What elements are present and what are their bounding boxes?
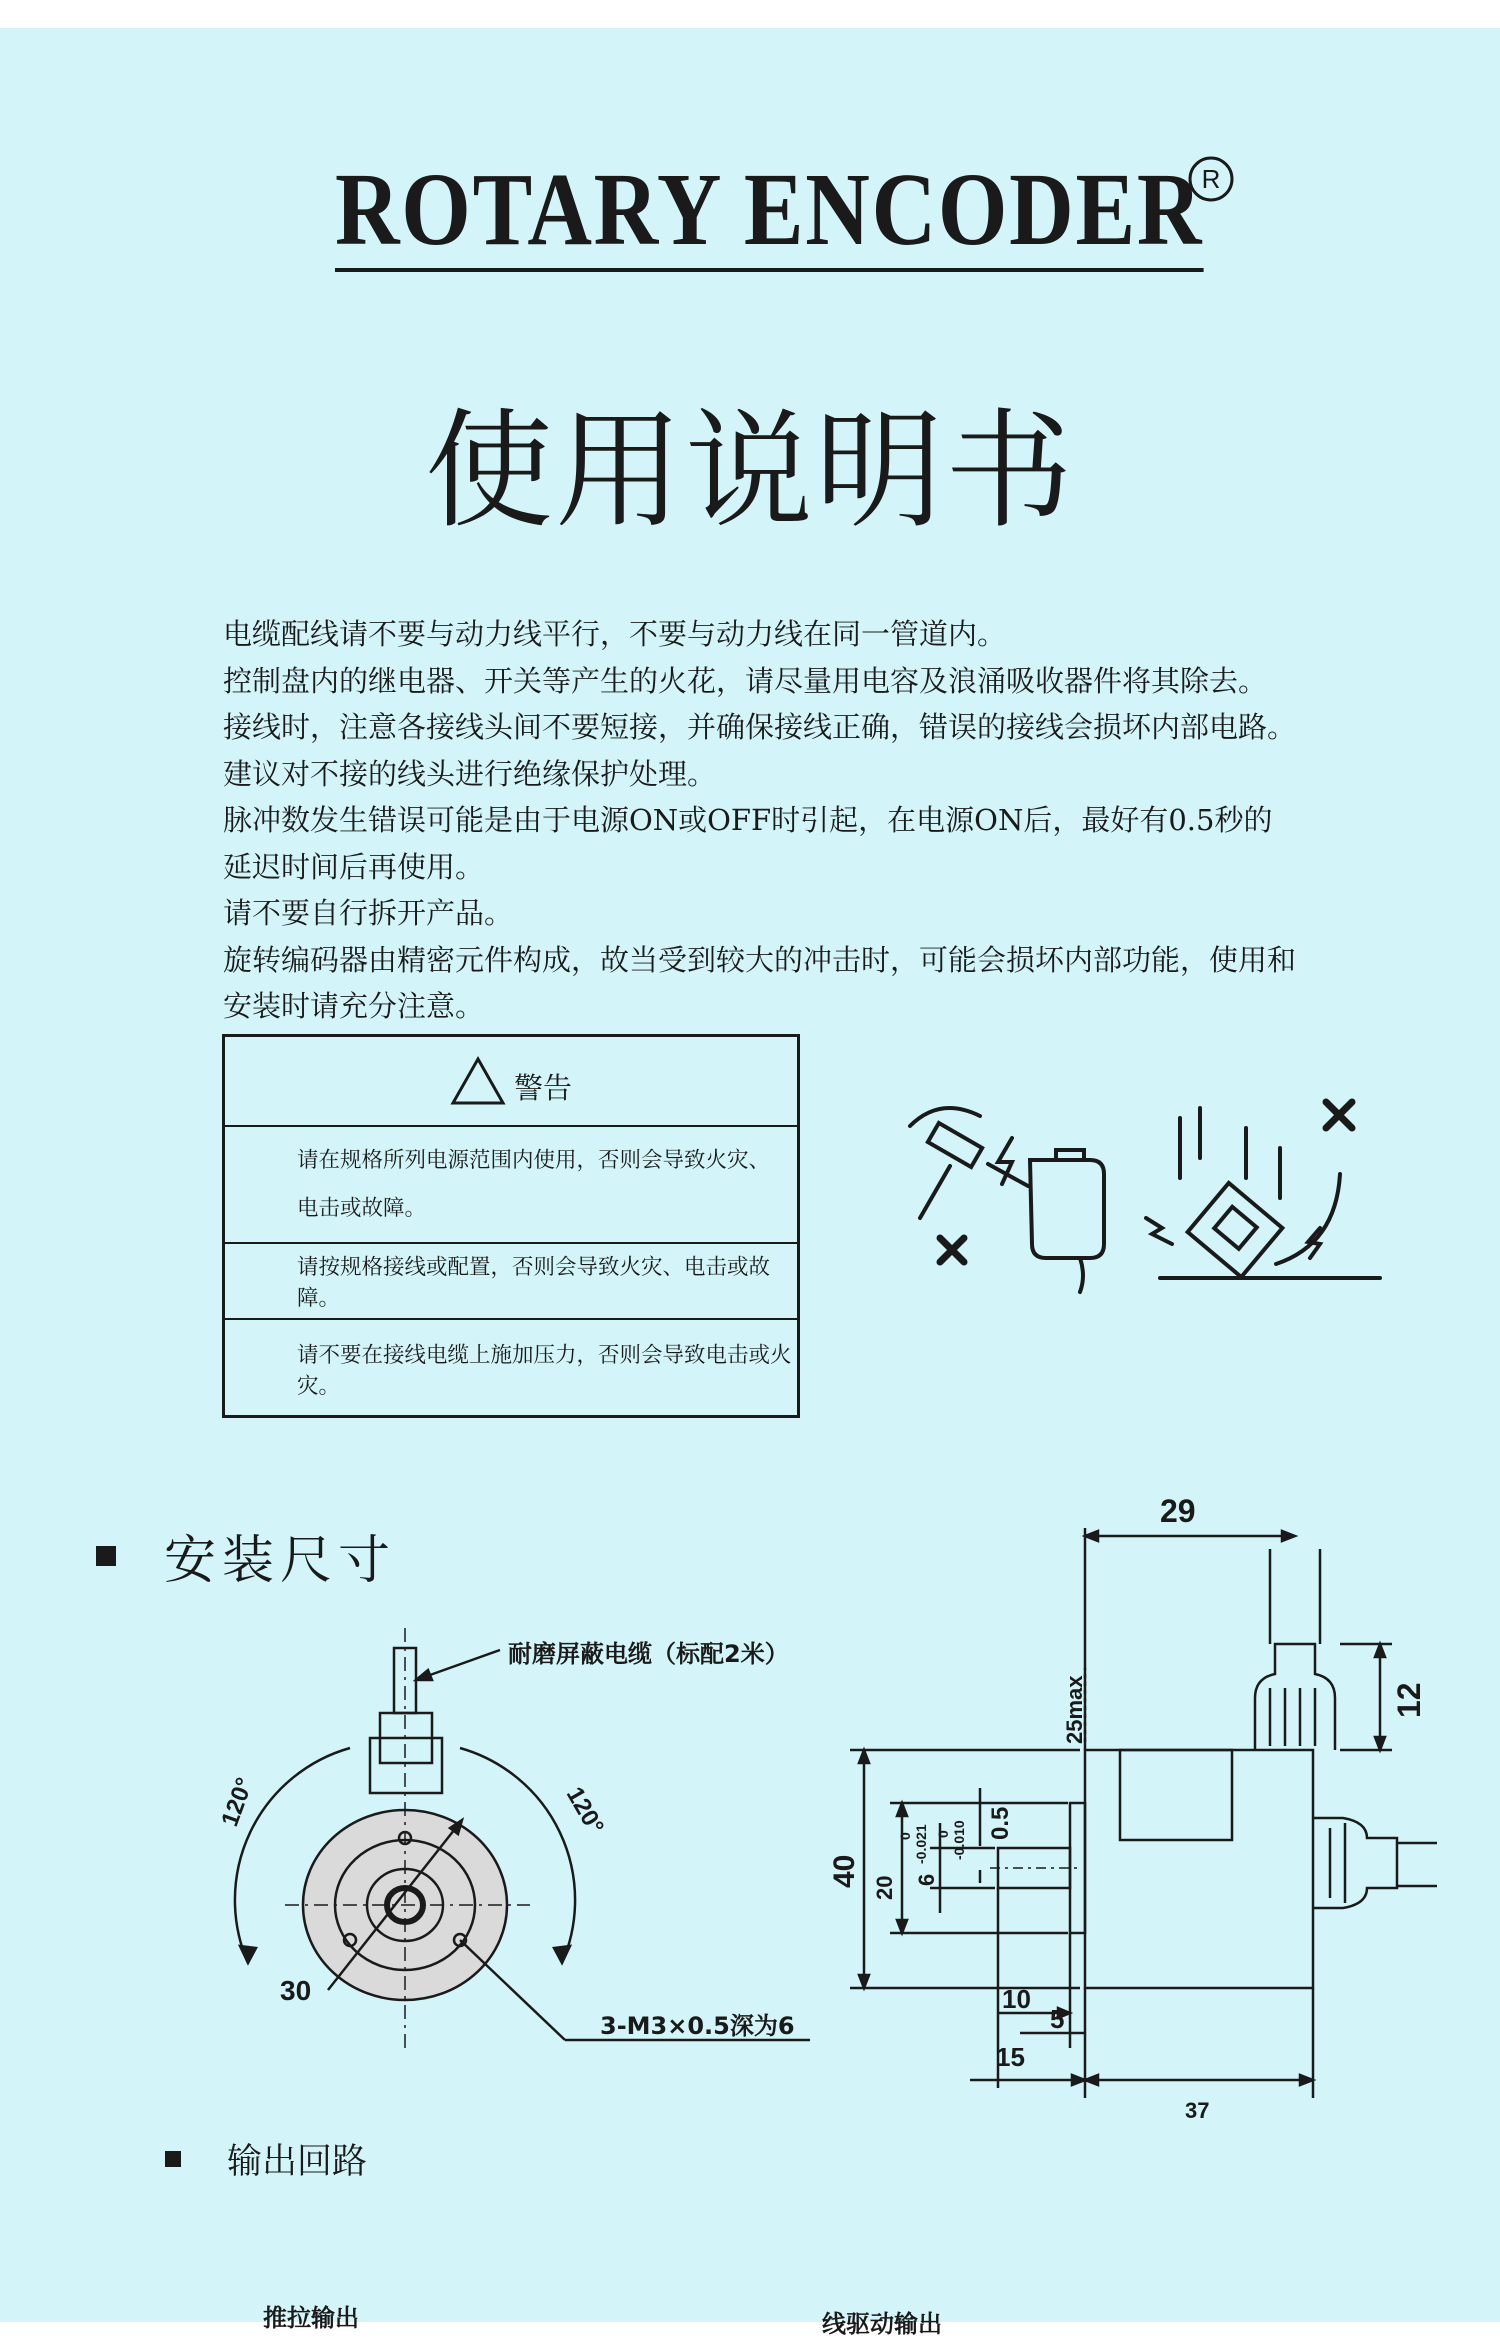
dim-0-5-label: 0.5 xyxy=(987,1806,1014,1840)
section-install-dimensions xyxy=(96,1518,396,1593)
intro-line: 脉冲数发生错误可能是由于电源ON或OFF时引起，在电源ON后，最好有0.5秒的 xyxy=(223,803,1273,837)
bullet-square-icon xyxy=(96,1546,116,1566)
intro-line: 控制盘内的继电器、开关等产生的火花，请尽量用电容及浪涌吸收器件将其除去。 xyxy=(223,663,1268,698)
caution-illustration xyxy=(900,1068,1390,1298)
close-x-icon xyxy=(1326,1102,1352,1128)
front-view-drawing xyxy=(210,1628,840,2068)
tol-6-upper: 0 xyxy=(935,1830,951,1838)
intro-notes xyxy=(223,611,1383,1030)
dim-30-label: 30 xyxy=(280,1975,312,2006)
dim-5-label: 5 xyxy=(1050,2004,1065,2034)
warning-row-text: 请不要在接线电缆上施加压力，否则会导致电击或火灾。 xyxy=(297,1342,792,1399)
section-output-circuits xyxy=(165,2134,367,2184)
dim-6-label: 6 xyxy=(914,1873,939,1886)
registered-mark-icon xyxy=(1186,154,1236,204)
warning-row-text: 请按规格接线或配置，否则会导致火灾、电击或故障。 xyxy=(297,1255,771,1311)
dim-29-label: 29 xyxy=(1160,1493,1196,1529)
document-title: 使用说明书 xyxy=(424,397,1075,546)
brand-title: ROTARY ENCODER xyxy=(335,158,1203,272)
warning-header xyxy=(225,1037,797,1127)
angle-right-label: 120° xyxy=(560,1782,610,1839)
intro-line: 建议对不接的线头进行绝缘保护处理。 xyxy=(223,756,717,791)
dim-12-label: 12 xyxy=(1391,1682,1427,1718)
warning-row xyxy=(225,1320,797,1417)
cable-label: 耐磨屏蔽电缆（标配2米） xyxy=(508,1640,789,1668)
warning-header-label: 警告 xyxy=(513,1070,572,1105)
line-driver-output-label: 线驱动输出 xyxy=(822,2310,942,2338)
tol-20-upper: 0 xyxy=(897,1832,913,1840)
intro-line: 安装时请充分注意。 xyxy=(223,989,485,1023)
angle-left-label: 120° xyxy=(216,1774,259,1831)
side-view-drawing xyxy=(828,1488,1440,2128)
bullet-square-icon xyxy=(165,2151,181,2167)
close-x-icon xyxy=(940,1238,964,1262)
drop-impact-icon xyxy=(1146,1108,1380,1278)
warning-row-text: 请在规格所列电源范围内使用，否则会导致火灾、电击或故障。 xyxy=(297,1147,771,1221)
push-pull-output-label: 推拉输出 xyxy=(263,2304,359,2332)
dim-37-label: 37 xyxy=(1185,2098,1210,2123)
intro-line: 电缆配线请不要与动力线平行，不要与动力线在同一管道内。 xyxy=(223,617,1007,651)
dim-20-label: 20 xyxy=(872,1875,897,1900)
intro-line: 延迟时间后再使用。 xyxy=(223,849,485,884)
screw-label: 3-M3×0.5深为6 xyxy=(600,2012,795,2040)
intro-line: 旋转编码器由精密元件构成，故当受到较大的冲击时，可能会损坏内部功能，使用和 xyxy=(223,942,1297,977)
manual-page xyxy=(0,28,1500,2338)
registered-mark-letter: R xyxy=(1201,164,1221,194)
intro-line: 接线时，注意各接线头间不要短接，并确保接线正确，错误的接线会损坏内部电路。 xyxy=(223,710,1297,744)
tol-20-lower: -0.021 xyxy=(913,1824,929,1864)
tol-6-lower: -0.010 xyxy=(951,1820,967,1860)
warning-triangle-icon xyxy=(450,1056,506,1106)
dim-25max-label: 25max xyxy=(1062,1675,1087,1744)
dim-10-label: 10 xyxy=(1002,1984,1031,2014)
section-title: 输出回路 xyxy=(227,2142,368,2182)
warning-row xyxy=(225,1244,797,1320)
dim-15-label: 15 xyxy=(996,2042,1025,2072)
warning-table xyxy=(222,1034,800,1418)
section-title: 安装尺寸 xyxy=(164,1531,397,1591)
dim-40-label: 40 xyxy=(828,1854,861,1888)
warning-row xyxy=(225,1127,797,1244)
intro-line: 请不要自行拆开产品。 xyxy=(223,896,514,930)
